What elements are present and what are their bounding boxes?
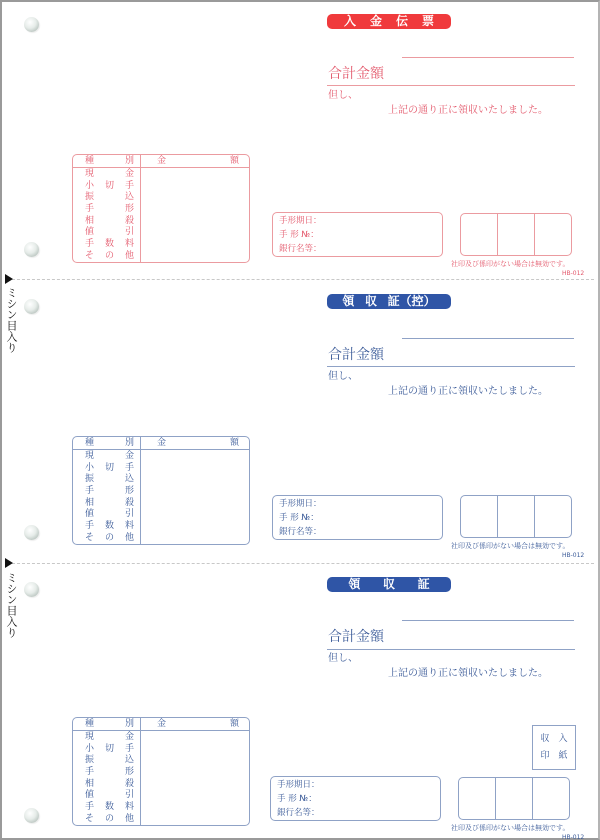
title-char: 伝 bbox=[395, 14, 408, 28]
breakdown-header bbox=[73, 718, 249, 731]
form-code: HB-012 bbox=[562, 552, 585, 559]
title-char: 金 bbox=[369, 14, 382, 28]
row-transfer: 振 込 bbox=[85, 474, 135, 485]
amount-underline-top bbox=[402, 338, 574, 339]
stamp-char: 収 bbox=[540, 733, 550, 744]
seal-cell bbox=[459, 778, 496, 819]
column-divider bbox=[140, 155, 141, 262]
proviso-label: 但し、 bbox=[328, 371, 358, 382]
row-discount: 値 引 bbox=[85, 227, 135, 238]
row-other: そ の 他 bbox=[85, 250, 135, 261]
header-amount: 金 bbox=[157, 156, 167, 166]
form-code: HB-012 bbox=[562, 270, 585, 277]
title-char: 証（控） bbox=[387, 294, 436, 308]
bank-name-label: 銀行名等： bbox=[277, 808, 320, 818]
bank-name-label: 銀行名等： bbox=[279, 244, 322, 254]
row-fee: 手 数 料 bbox=[85, 239, 135, 250]
seal-cell bbox=[535, 214, 571, 255]
seal-boxes bbox=[458, 777, 570, 820]
bill-info-box bbox=[272, 495, 443, 540]
payment-breakdown-table bbox=[72, 436, 250, 545]
seal-boxes bbox=[460, 495, 572, 538]
proviso-label: 但し、 bbox=[328, 653, 358, 664]
bill-info-box bbox=[272, 212, 443, 257]
title-char: 収 bbox=[382, 577, 395, 591]
received-statement: 上記の通り正に領収いたしました。 bbox=[388, 386, 548, 397]
total-amount-field[interactable] bbox=[327, 649, 575, 650]
header-amount: 額 bbox=[230, 438, 240, 448]
title-char: 収 bbox=[364, 294, 377, 308]
title-char: 領 bbox=[348, 577, 361, 591]
header-kind: 種 bbox=[85, 438, 95, 448]
seal-cell bbox=[498, 214, 535, 255]
total-amount-label: 合計金額 bbox=[328, 66, 384, 82]
payment-breakdown-table bbox=[72, 717, 250, 826]
header-amount: 金 bbox=[157, 719, 167, 729]
column-divider bbox=[140, 718, 141, 825]
punch-hole bbox=[24, 525, 39, 540]
bill-number-label: 手 形 №： bbox=[279, 230, 319, 240]
punch-hole bbox=[24, 582, 39, 597]
row-cash: 現 金 bbox=[85, 732, 135, 742]
revenue-stamp-box bbox=[532, 725, 576, 770]
stamp-char: 入 bbox=[558, 733, 568, 744]
punch-hole bbox=[24, 242, 39, 257]
form-title-receipt-copy bbox=[327, 294, 451, 309]
row-offset: 相 殺 bbox=[85, 497, 135, 508]
amount-underline-top bbox=[402, 57, 574, 58]
receipt-section bbox=[2, 562, 600, 840]
row-fee: 手 数 料 bbox=[85, 521, 135, 532]
row-fee: 手 数 料 bbox=[85, 802, 135, 813]
row-other: そ の 他 bbox=[85, 532, 135, 543]
bank-name-label: 銀行名等： bbox=[279, 527, 322, 537]
seal-validity-note: 社印及び係印がない場合は無効です。 bbox=[451, 824, 570, 832]
form-code: HB-012 bbox=[562, 834, 585, 840]
header-kind: 別 bbox=[125, 438, 135, 448]
header-kind: 種 bbox=[85, 156, 95, 166]
seal-cell bbox=[533, 778, 569, 819]
received-statement: 上記の通り正に領収いたしました。 bbox=[388, 105, 548, 116]
header-kind: 別 bbox=[125, 156, 135, 166]
breakdown-rows bbox=[73, 451, 140, 545]
breakdown-rows bbox=[73, 732, 140, 826]
row-bill: 手 形 bbox=[85, 767, 135, 778]
bill-due-date-label: 手形期日： bbox=[277, 780, 320, 790]
bill-due-date-label: 手形期日： bbox=[279, 499, 322, 509]
breakdown-rows bbox=[73, 169, 140, 263]
bill-number-label: 手 形 №： bbox=[277, 794, 317, 804]
seal-cell bbox=[496, 778, 533, 819]
punch-hole bbox=[24, 808, 39, 823]
total-amount-label: 合計金額 bbox=[328, 629, 384, 645]
row-cash: 現 金 bbox=[85, 169, 135, 179]
stamp-char: 印 bbox=[540, 751, 550, 762]
title-char: 票 bbox=[421, 14, 434, 28]
row-transfer: 振 込 bbox=[85, 755, 135, 766]
row-cash: 現 金 bbox=[85, 451, 135, 461]
column-divider bbox=[140, 437, 141, 544]
total-amount-field[interactable] bbox=[327, 366, 575, 367]
perforation-label: ミシン目入り bbox=[5, 572, 18, 638]
row-transfer: 振 込 bbox=[85, 192, 135, 203]
punch-hole bbox=[24, 17, 39, 32]
total-amount-label: 合計金額 bbox=[328, 347, 384, 363]
total-amount-field[interactable] bbox=[327, 85, 575, 86]
stamp-char: 紙 bbox=[558, 751, 568, 762]
perforation-label: ミシン目入り bbox=[5, 287, 18, 353]
amount-underline-top bbox=[402, 620, 574, 621]
seal-validity-note: 社印及び係印がない場合は無効です。 bbox=[451, 260, 570, 268]
row-other: そ の 他 bbox=[85, 813, 135, 824]
row-offset: 相 殺 bbox=[85, 215, 135, 226]
bill-info-box bbox=[270, 776, 441, 821]
seal-boxes bbox=[460, 213, 572, 256]
header-amount: 額 bbox=[230, 156, 240, 166]
row-offset: 相 殺 bbox=[85, 778, 135, 789]
title-char: 証 bbox=[417, 577, 430, 591]
breakdown-header bbox=[73, 437, 249, 450]
seal-cell bbox=[535, 496, 571, 537]
header-kind: 別 bbox=[125, 719, 135, 729]
title-char: 入 bbox=[343, 14, 356, 28]
header-amount: 金 bbox=[157, 438, 167, 448]
header-kind: 種 bbox=[85, 719, 95, 729]
breakdown-header bbox=[73, 155, 249, 168]
bill-number-label: 手 形 №： bbox=[279, 513, 319, 523]
title-char: 領 bbox=[342, 294, 355, 308]
row-check: 小 切 手 bbox=[85, 180, 135, 191]
row-discount: 値 引 bbox=[85, 790, 135, 801]
form-title-deposit-slip bbox=[327, 14, 451, 29]
row-check: 小 切 手 bbox=[85, 462, 135, 473]
row-bill: 手 形 bbox=[85, 204, 135, 215]
form-title-receipt bbox=[327, 577, 451, 592]
row-bill: 手 形 bbox=[85, 486, 135, 497]
row-discount: 値 引 bbox=[85, 509, 135, 520]
seal-validity-note: 社印及び係印がない場合は無効です。 bbox=[451, 542, 570, 550]
bill-due-date-label: 手形期日： bbox=[279, 216, 322, 226]
payment-breakdown-table bbox=[72, 154, 250, 263]
seal-cell bbox=[461, 214, 498, 255]
deposit-slip-section bbox=[2, 2, 600, 280]
received-statement: 上記の通り正に領収いたしました。 bbox=[388, 668, 548, 679]
receipt-copy-section bbox=[2, 280, 600, 562]
seal-cell bbox=[498, 496, 535, 537]
proviso-label: 但し、 bbox=[328, 90, 358, 101]
seal-cell bbox=[461, 496, 498, 537]
punch-hole bbox=[24, 299, 39, 314]
row-check: 小 切 手 bbox=[85, 743, 135, 754]
header-amount: 額 bbox=[230, 719, 240, 729]
